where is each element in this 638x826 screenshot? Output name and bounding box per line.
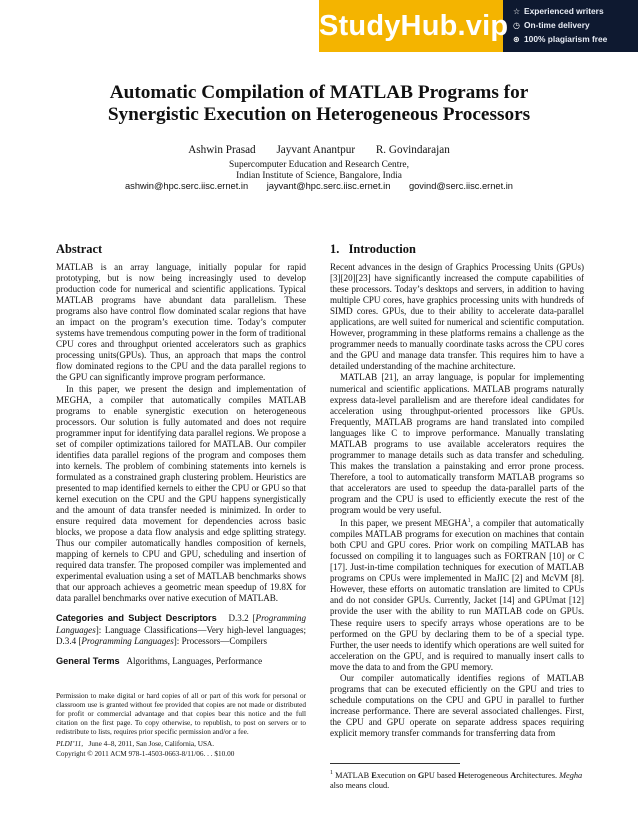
- feature-label: 100% plagiarism free: [524, 34, 608, 44]
- intro-paragraph-1: Recent advances in the design of Graphics Processing Units (GPUs) [3][20][23] have significantly increased the compute capabilities of these processors. Today’s desktops and servers, in addition to having multiple CPU cores, have graphics processing units with hundreds of SIMD cores. GPUs, due to their ability to accelerate data-parallel applications, are well suited for numerical and scientific computation. However, programming in these platforms remains a challenge as the programmer needs to manually coordinate tasks across the CPU cores and the GPU and manage data transfer. This requires him to have a detailed understanding of the machine architecture.: [330, 262, 584, 372]
- general-terms-section: [56, 656, 306, 667]
- abstract-heading: Abstract: [56, 242, 103, 256]
- intro-text: In this paper, we present MEGHA: [340, 518, 468, 529]
- paper-title-line-1: Automatic Compilation of MATLAB Programs for: [109, 82, 529, 103]
- footnote-number: 1: [330, 770, 333, 776]
- studyhub-logo[interactable]: StudyHub.vip: [319, 0, 503, 52]
- ad-banner[interactable]: [319, 0, 638, 52]
- clock-icon: ◷: [513, 21, 520, 30]
- conference-line: [56, 740, 306, 749]
- venue-name: PLDI’11,: [56, 740, 84, 749]
- general-terms-label: General Terms: [56, 655, 120, 666]
- affiliation-line-2: Indian Institute of Science, Bangalore, India: [236, 171, 402, 181]
- feature-label: Experienced writers: [524, 6, 604, 16]
- footnote-text: rchitectures.: [516, 770, 560, 780]
- category-text: ]: Processors—Compilers: [173, 635, 268, 646]
- author-name: Jayvant Anantpur: [276, 144, 356, 156]
- footnote-letter: H: [457, 770, 465, 780]
- star-icon: ☆: [513, 7, 521, 16]
- abstract-paragraph-2: In this paper, we present the design and implementation of MEGHA, a compiler that automatically compiles MATLAB programs to enable synergistic execution on heterogeneous processors. Our solution is fully automated and does not require programmer input for identifying data parallel regions. We propose a set of compiler optimizations tailored for MATLAB. Our compiler identifies data parallel regions of the program and composes them into kernels. The problem of combining statements into kernels is formulated as a constrained graph clustering problem. Heuristics are presented to map identified kernels to either the CPU or GPU so that kernel execution on the CPU and the GPU happens synergistically and the amount of data transfer needed is minimized. In order to ensure required data movement for dependencies across basic blocks, we propose a data flow analysis and edge splitting strategy. Thus our compiler automatically handles composition of kernels, mapping of kernels to CPU and GPU, scheduling and insertion of required data transfer. The proposed compiler was implemented and experimental evaluation using a set of MATLAB benchmarks shows that our approach achieves a geometric mean speedup of 19.8X for data parallel benchmarks over native execution of MATLAB.: [56, 383, 306, 604]
- intro-paragraph-2: MATLAB [21], an array language, is popular for implementing numerical and scientific applications. MATLAB programs naturally express data-level parallelism and are therefore ideal candidates for acceleration using throughput-oriented processors like GPUs. Frequently, MATLAB programs are hand translated into compiled languages like C to improve performance. Manually translating MATLAB programs to use available accelerators requires the programmer to manage details such as data transfer and scheduling. This makes the translation a painstaking and error prone process. Therefore, a tool to automatically transform MATLAB programs so that accelerators are used to speedup the data-parallel parts of the program and the CPU is used to efficiently execute the rest of the program would be very useful.: [330, 372, 584, 516]
- permission-text: Permission to make digital or hard copies of all or part of this work for personal or classroom use is granted without fee provided that copies are not made or distributed for profit or commercial advantage and that copies bear this notice and the full citation on the first page. To copy otherwise, to republish, to post on servers or to redistribute to lists, requires prior specific permission and/or a fee.: [56, 692, 306, 737]
- introduction-heading: 1. Introduction: [330, 242, 416, 256]
- category-name: Programming Languages: [56, 613, 306, 635]
- author-email[interactable]: jayvant@hpc.serc.iisc.ernet.in: [266, 181, 391, 191]
- intro-text: , a compiler that automatically compiles MATLAB programs for execution on machines that contain both CPU and GPU cores. Prior work on compiling MATLAB has focussed on compiling it to languages such as FORTRAN [10] or C [17]. Just-in-time compilation techniques for execution of MATLAB programs on CPUs were implemented in MaJIC [2] and McVM [8]. However, these efforts on automatic translation are limited to CPUs and do not consider GPUs. Currently, Jacket [14] and GPUmat [12] provide the user with the ability to run MATLAB code on GPUs. These require users to specify arrays whose operations are to be performed on the GPU by declaring them to be of a special type. Further, the user needs to identify which operations are well suited for acceleration on the GPU, and is required to manually insert calls to move the data to and from the GPU memory.: [330, 518, 585, 672]
- feature-on-time-delivery: [513, 18, 638, 32]
- author-name: Ashwin Prasad: [188, 144, 256, 156]
- category-text: ]: Language Classifications—Very high-level languages; D.3.4 [: [56, 624, 306, 646]
- feature-experienced-writers: [513, 4, 638, 18]
- author-list: [0, 144, 638, 156]
- permission-notice: [56, 692, 306, 759]
- category-name: Programming Languages: [81, 635, 174, 646]
- conference-details: June 4–8, 2011, San Jose, California, USA.: [88, 740, 215, 749]
- footnote-letter: A: [510, 770, 517, 780]
- footnote-italic: Megha: [559, 770, 583, 780]
- affiliation-line-1: Supercomputer Education and Research Centre,: [229, 160, 409, 170]
- footnote-letter: G: [417, 770, 425, 780]
- footnote-text: PU based: [424, 770, 458, 780]
- author-email[interactable]: ashwin@hpc.serc.iisc.ernet.in: [125, 181, 249, 191]
- general-terms-value: Algorithms, Languages, Performance: [126, 655, 263, 666]
- intro-paragraph-4: Our compiler automatically identifies regions of MATLAB programs that can be executed efficiently on the GPU and tries to schedule computations on the CPU and GPU in parallel to further increase performance. There are several associated challenges. First, the CPU and GPU operate on separate address spaces requiring explicit memory transfer commands for transferring data from: [330, 672, 584, 738]
- feature-list: [513, 4, 638, 46]
- footnote-text: eterogeneous: [464, 770, 511, 780]
- intro-paragraph-3: [330, 516, 584, 673]
- feature-plagiarism-free: [513, 32, 638, 46]
- categories-section: [56, 613, 306, 646]
- left-column: [56, 242, 306, 667]
- feature-label: On-time delivery: [524, 20, 590, 30]
- author-email[interactable]: govind@serc.iisc.ernet.in: [408, 181, 513, 191]
- footnote-text: also means cloud.: [330, 780, 390, 790]
- categories-label: Categories and Subject Descriptors: [56, 613, 217, 624]
- badge-icon: ⊛: [513, 35, 520, 44]
- footnote-text: xecution on: [376, 770, 418, 780]
- email-list: [0, 181, 638, 191]
- category-code: D.3.2 [: [228, 613, 256, 624]
- footnote-letter: E: [371, 770, 377, 780]
- copyright-line: Copyright © 2011 ACM 978-1-4503-0663-8/11/06. . . $10.00: [56, 749, 235, 758]
- footnote-divider: [330, 763, 460, 764]
- paper-title-line-2: Synergistic Execution on Heterogeneous Processors: [107, 104, 531, 125]
- abstract-paragraph-1: MATLAB is an array language, initially popular for rapid prototyping, but is now being increasingly used to develop production code for numerical and scientific applications. Typical MATLAB programs have abundant data parallelism. These programs also have control flow dominated scalar regions that have an impact on the program’s execution time. Today’s computer systems have tremendous computing power in the form of traditional CPU cores and throughput oriented accelerators such as graphics processing units(GPUs). Thus, an approach that maps the control flow dominated regions to the CPU and the data parallel regions to the GPU can significantly improve program performance.: [56, 262, 306, 383]
- right-column: [330, 242, 584, 739]
- author-name: R. Govindarajan: [375, 144, 450, 156]
- footnote-mark[interactable]: 1: [467, 518, 471, 525]
- footnote-text: MATLAB: [333, 770, 372, 780]
- footnote: [330, 768, 584, 791]
